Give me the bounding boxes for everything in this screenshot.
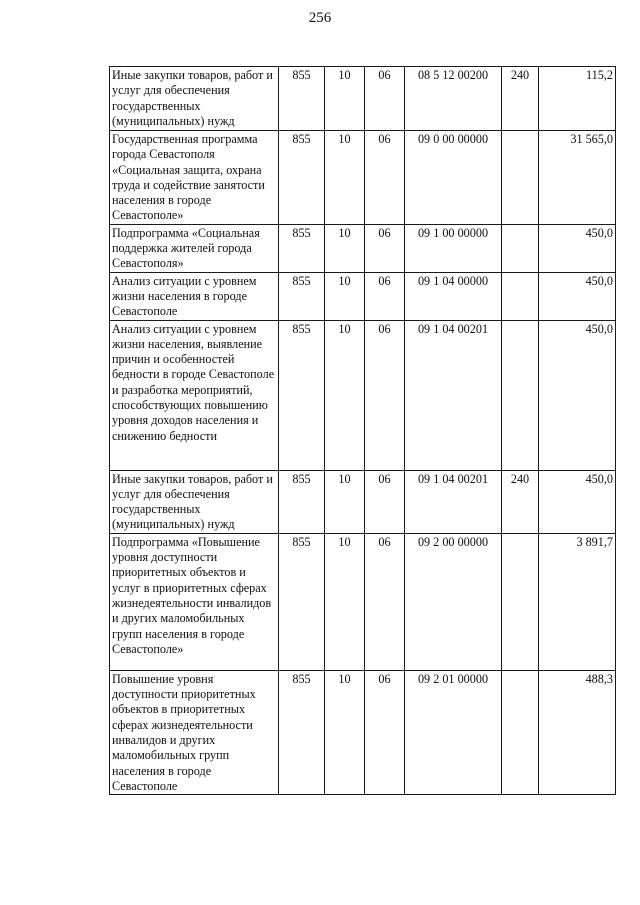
table-row <box>110 131 616 225</box>
target-code-cell: 08 5 12 00200 <box>405 67 502 131</box>
subsection-code-cell: 06 <box>365 67 405 131</box>
ministry-code-cell: 855 <box>279 224 325 272</box>
subsection-code-cell: 06 <box>365 272 405 320</box>
amount-cell: 450,0 <box>539 224 616 272</box>
row-name-cell: Государственная программа города Севастополя «Социальная защита, охрана труда и содействие занятости населения в городе Севастополе» <box>110 131 279 225</box>
ministry-code-cell: 855 <box>279 533 325 670</box>
amount-cell: 3 891,7 <box>539 533 616 670</box>
row-name-cell: Повышение уровня доступности приоритетных объектов в приоритетных сферах жизнедеятельности инвалидов и других маломобильных групп населения в городе Севастополе <box>110 670 279 794</box>
subsection-code-cell: 06 <box>365 131 405 225</box>
expense-type-cell: 240 <box>502 470 539 533</box>
subsection-code-cell: 06 <box>365 533 405 670</box>
table-row <box>110 533 616 670</box>
section-code-cell: 10 <box>325 131 365 225</box>
target-code-cell: 09 2 00 00000 <box>405 533 502 670</box>
subsection-code-cell: 06 <box>365 670 405 794</box>
row-name-cell: Анализ ситуации с уровнем жизни населения, выявление причин и особенностей бедности в городе Севастополе и разработка мероприятий, способствующих повышению уровня доходов населения и снижению бедности <box>110 320 279 470</box>
expense-type-cell <box>502 533 539 670</box>
page-number: 256 <box>308 10 332 26</box>
section-code-cell: 10 <box>325 224 365 272</box>
expense-type-cell <box>502 131 539 225</box>
target-code-cell: 09 1 00 00000 <box>405 224 502 272</box>
ministry-code-cell: 855 <box>279 272 325 320</box>
ministry-code-cell: 855 <box>279 470 325 533</box>
table-row <box>110 224 616 272</box>
table-row <box>110 67 616 131</box>
amount-cell: 115,2 <box>539 67 616 131</box>
row-name-cell: Иные закупки товаров, работ и услуг для обеспечения государственных (муниципальных) нужд <box>110 67 279 131</box>
budget-table <box>109 66 616 795</box>
amount-cell: 450,0 <box>539 470 616 533</box>
subsection-code-cell: 06 <box>365 470 405 533</box>
section-code-cell: 10 <box>325 272 365 320</box>
section-code-cell: 10 <box>325 320 365 470</box>
target-code-cell: 09 1 04 00000 <box>405 272 502 320</box>
expense-type-cell <box>502 224 539 272</box>
amount-cell: 450,0 <box>539 320 616 470</box>
table-row <box>110 320 616 470</box>
expense-type-cell: 240 <box>502 67 539 131</box>
ministry-code-cell: 855 <box>279 67 325 131</box>
expense-type-cell <box>502 670 539 794</box>
table-row <box>110 470 616 533</box>
expense-type-cell <box>502 272 539 320</box>
ministry-code-cell: 855 <box>279 131 325 225</box>
section-code-cell: 10 <box>325 670 365 794</box>
amount-cell: 450,0 <box>539 272 616 320</box>
row-name-cell: Иные закупки товаров, работ и услуг для обеспечения государственных (муниципальных) нужд <box>110 470 279 533</box>
row-name-cell: Анализ ситуации с уровнем жизни населения в городе Севастополе <box>110 272 279 320</box>
section-code-cell: 10 <box>325 470 365 533</box>
subsection-code-cell: 06 <box>365 320 405 470</box>
subsection-code-cell: 06 <box>365 224 405 272</box>
table-row <box>110 272 616 320</box>
table-row <box>110 670 616 794</box>
row-name-cell: Подпрограмма «Повышение уровня доступности приоритетных объектов и услуг в приоритетных сферах жизнедеятельности инвалидов и других маломобильных групп населения в городе Севастополе» <box>110 533 279 670</box>
target-code-cell: 09 2 01 00000 <box>405 670 502 794</box>
row-name-cell: Подпрограмма «Социальная поддержка жителей города Севастополя» <box>110 224 279 272</box>
section-code-cell: 10 <box>325 533 365 670</box>
target-code-cell: 09 1 04 00201 <box>405 470 502 533</box>
ministry-code-cell: 855 <box>279 320 325 470</box>
target-code-cell: 09 1 04 00201 <box>405 320 502 470</box>
expense-type-cell <box>502 320 539 470</box>
target-code-cell: 09 0 00 00000 <box>405 131 502 225</box>
ministry-code-cell: 855 <box>279 670 325 794</box>
section-code-cell: 10 <box>325 67 365 131</box>
amount-cell: 488,3 <box>539 670 616 794</box>
amount-cell: 31 565,0 <box>539 131 616 225</box>
